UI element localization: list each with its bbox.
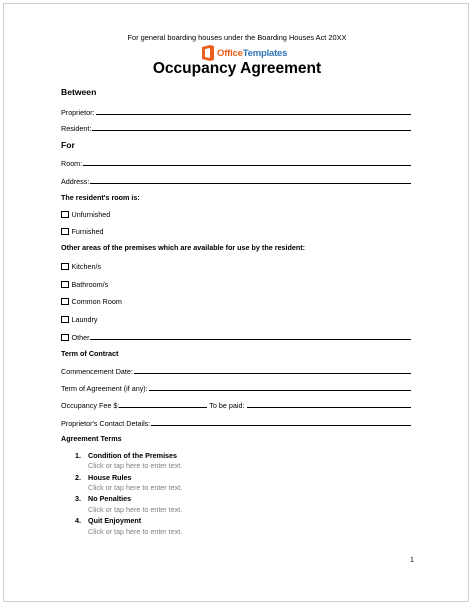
list-item (75, 516, 141, 525)
commencement-field[interactable] (61, 366, 411, 376)
checkbox-icon[interactable] (61, 228, 69, 236)
other-areas-heading: Other areas of the premises which are available for use by the resident: (61, 243, 306, 252)
checkbox-label: Kitchen/s (71, 262, 102, 271)
occupancy-fee-row[interactable] (61, 400, 411, 410)
contact-input-line[interactable] (151, 418, 411, 426)
other-label: Other (71, 333, 90, 342)
room-input-line[interactable] (83, 158, 411, 166)
checkbox-icon[interactable] (61, 316, 69, 324)
proprietor-input-line[interactable] (96, 107, 411, 115)
placeholder-text-field[interactable]: Click or tap here to enter text. (88, 483, 183, 492)
placeholder-text-field[interactable]: Click or tap here to enter text. (88, 461, 183, 470)
checkbox-label: Furnished (71, 227, 104, 236)
commencement-input-line[interactable] (134, 366, 411, 374)
room-is-heading: The resident's room is: (61, 193, 140, 202)
checkbox-kitchen[interactable] (61, 262, 101, 271)
fee-label: Occupancy Fee $: (61, 401, 120, 410)
checkbox-label: Unfurnished (71, 210, 111, 219)
page-number: 1 (410, 555, 414, 564)
address-field[interactable] (61, 176, 411, 186)
term-title: Condition of the Premises (88, 451, 178, 460)
checkbox-common-room[interactable] (61, 297, 122, 306)
checkbox-label: Bathroom/s (71, 280, 109, 289)
checkbox-furnished[interactable] (61, 227, 103, 236)
checkbox-icon[interactable] (61, 298, 69, 306)
proprietor-field[interactable] (61, 107, 411, 117)
term-title: No Penalties (88, 494, 132, 503)
page-title: Occupancy Agreement (152, 60, 322, 77)
list-number: 1. (75, 451, 81, 460)
address-input-line[interactable] (90, 176, 411, 184)
agreement-terms-heading: Agreement Terms (61, 434, 122, 443)
contact-field[interactable] (61, 418, 411, 428)
checkbox-icon[interactable] (61, 334, 69, 342)
term-label: Term of Agreement (if any): (61, 384, 148, 393)
section-between-heading: Between (61, 87, 97, 97)
placeholder-text-field[interactable]: Click or tap here to enter text. (88, 505, 183, 514)
resident-input-line[interactable] (92, 123, 411, 131)
commencement-label: Commencement Date: (61, 367, 133, 376)
header-note: For general boarding houses under the Boarding Houses Act 20XX (127, 33, 347, 42)
list-number: 3. (75, 494, 81, 503)
resident-field[interactable] (61, 123, 411, 133)
checkbox-unfurnished[interactable] (61, 210, 110, 219)
term-title: House Rules (88, 473, 132, 482)
section-for-heading: For (61, 140, 75, 150)
list-item (75, 473, 132, 482)
list-number: 2. (75, 473, 81, 482)
paid-label: To be paid: (209, 401, 245, 410)
checkbox-laundry[interactable] (61, 315, 97, 324)
contact-label: Proprietor's Contact Details: (61, 419, 151, 428)
term-title: Quit Enjoyment (88, 516, 142, 525)
checkbox-icon[interactable] (61, 263, 69, 271)
list-item (75, 451, 177, 460)
other-input-line[interactable] (90, 332, 411, 340)
checkbox-icon[interactable] (61, 211, 69, 219)
logo-icon (201, 45, 215, 61)
placeholder-text-field[interactable]: Click or tap here to enter text. (88, 527, 183, 536)
list-item (75, 494, 131, 503)
proprietor-label: Proprietor: (61, 108, 95, 117)
checkbox-icon[interactable] (61, 281, 69, 289)
resident-label: Resident: (61, 124, 92, 133)
checkbox-label: Common Room (71, 297, 122, 306)
checkbox-label: Laundry (71, 315, 98, 324)
logo-text-templates: Templates (242, 48, 288, 59)
checkbox-bathroom[interactable] (61, 280, 108, 289)
paid-input-line[interactable] (247, 400, 411, 408)
room-label: Room: (61, 159, 83, 168)
checkbox-other-field[interactable] (61, 332, 411, 342)
room-field[interactable] (61, 158, 411, 168)
fee-input-line[interactable] (119, 400, 207, 408)
address-label: Address: (61, 177, 90, 186)
term-field[interactable] (61, 383, 411, 393)
term-of-contract-heading: Term of Contract (61, 349, 119, 358)
logo-text-office: Office (217, 48, 243, 59)
list-number: 4. (75, 516, 81, 525)
term-input-line[interactable] (149, 383, 411, 391)
